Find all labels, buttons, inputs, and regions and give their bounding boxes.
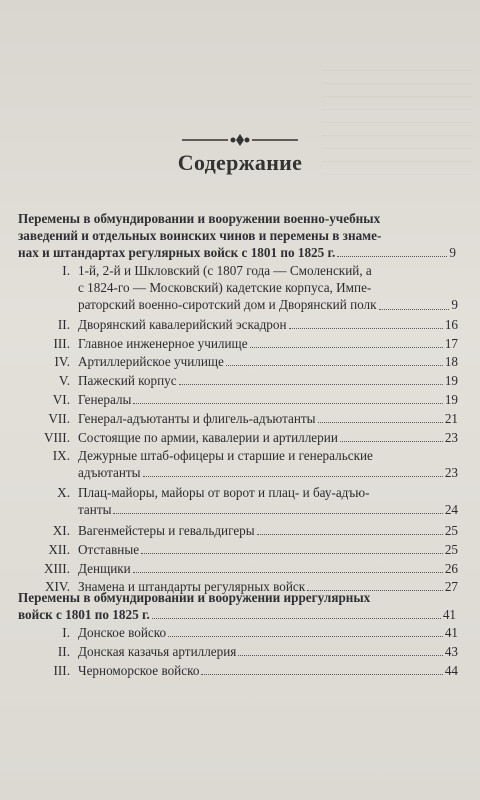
entry-number: I. bbox=[62, 625, 70, 640]
page-number: 21 bbox=[444, 411, 458, 426]
entry-body bbox=[78, 429, 458, 446]
entry-title: Вагенмейстеры и гевальдигеры bbox=[78, 523, 255, 538]
entry-body bbox=[78, 391, 458, 408]
page-number: 41 bbox=[444, 625, 458, 640]
entry-line: 1-й, 2-й и Шкловский (с 1807 года — Смоленский, а bbox=[78, 263, 372, 278]
entry-body bbox=[78, 560, 458, 577]
entry-body bbox=[78, 372, 458, 389]
entry-title: Главное инженерное училище bbox=[78, 336, 248, 351]
entry-number: XII. bbox=[48, 542, 70, 557]
entry-body bbox=[78, 624, 458, 641]
dot-leader bbox=[179, 384, 443, 385]
entry-body bbox=[78, 262, 458, 314]
page-number: 16 bbox=[444, 317, 458, 332]
entry-title: Денщики bbox=[78, 561, 131, 576]
entry-body bbox=[78, 316, 458, 333]
page-number: 23 bbox=[444, 430, 458, 445]
entry-body bbox=[78, 522, 458, 539]
entry-number: IX. bbox=[52, 448, 70, 463]
entry-title: Состоящие по армии, кавалерии и артиллерии bbox=[78, 430, 338, 445]
entry-body bbox=[78, 484, 458, 518]
entry-title: Генералы bbox=[78, 392, 132, 407]
entry-number: VI. bbox=[52, 392, 70, 407]
section-heading-line: Перемены в обмундировании и вооружении иррегулярных bbox=[18, 590, 371, 605]
dot-leader bbox=[133, 572, 443, 573]
dot-leader bbox=[141, 553, 443, 554]
entry-number: II. bbox=[57, 644, 70, 659]
entry-number: XIV. bbox=[44, 579, 70, 594]
entry-title: Донская казачья артиллерия bbox=[78, 644, 237, 659]
section-heading-2 bbox=[18, 589, 456, 623]
dot-leader bbox=[226, 365, 443, 366]
entry-number: XIII. bbox=[44, 561, 70, 576]
entry-title: танты bbox=[78, 502, 112, 518]
entry-title: Донское войско bbox=[78, 625, 167, 640]
entry-title: Знамена и штандарты регулярных войск bbox=[78, 579, 306, 594]
entry-number: VII. bbox=[48, 411, 70, 426]
dot-leader bbox=[337, 256, 447, 257]
entry-body bbox=[78, 335, 458, 352]
dot-leader bbox=[318, 422, 443, 423]
dot-leader bbox=[250, 347, 443, 348]
page-title: Содержание bbox=[177, 150, 303, 175]
entry-number: III. bbox=[53, 336, 70, 351]
page-number: 19 bbox=[444, 373, 458, 388]
entry-number: I. bbox=[62, 263, 70, 278]
page-number: 43 bbox=[444, 644, 458, 659]
ornament-divider bbox=[180, 133, 300, 147]
entry-number: IV. bbox=[54, 354, 70, 369]
entry-body bbox=[78, 643, 458, 660]
dot-leader bbox=[340, 441, 443, 442]
dot-leader bbox=[379, 309, 450, 310]
entry-number: VIII. bbox=[44, 430, 70, 445]
entry-title: Дворянский кавалерийский эскадрон bbox=[78, 317, 287, 332]
entry-number: III. bbox=[53, 663, 70, 678]
page-number: 25 bbox=[444, 542, 458, 557]
entry-title: Отставные bbox=[78, 542, 140, 557]
entry-title: адъютанты bbox=[78, 465, 141, 481]
dot-leader bbox=[201, 674, 442, 675]
page-number: 44 bbox=[444, 663, 458, 678]
section-heading-line: нах и штандартах регулярных войск с 1801 по 1825 г. bbox=[18, 245, 336, 260]
entry-title: Артиллерийское училище bbox=[78, 354, 224, 369]
entry-line: Плац-майоры, майоры от ворот и плац- и бау-адъю- bbox=[78, 485, 370, 500]
dot-leader bbox=[113, 513, 442, 514]
page-number: 41 bbox=[442, 607, 456, 622]
entry-number: II. bbox=[57, 317, 70, 332]
entry-body bbox=[78, 662, 458, 679]
section-heading-line: войск с 1801 по 1825 г. bbox=[18, 607, 150, 622]
page-number: 23 bbox=[444, 465, 458, 481]
entry-body bbox=[78, 447, 458, 481]
page-number: 19 bbox=[444, 392, 458, 407]
page-number: 25 bbox=[444, 523, 458, 538]
page-number: 9 bbox=[451, 297, 458, 313]
entry-body bbox=[78, 353, 458, 370]
dot-leader bbox=[238, 655, 442, 656]
entry-number: V. bbox=[58, 373, 70, 388]
entry-line: Дежурные штаб-офицеры и старшие и генеральские bbox=[78, 448, 373, 463]
page-number: 18 bbox=[444, 354, 458, 369]
page-number: 26 bbox=[444, 561, 458, 576]
entry-title: раторский военно-сиротский дом и Дворянский полк bbox=[78, 297, 377, 313]
entry-number: XI. bbox=[52, 523, 70, 538]
entry-title: Пажеский корпус bbox=[78, 373, 177, 388]
page-number: 27 bbox=[444, 579, 458, 594]
dot-leader bbox=[257, 534, 443, 535]
entry-title: Генерал-адъютанты и флигель-адъютанты bbox=[78, 411, 316, 426]
section-heading-line: заведений и отдельных воинских чинов и перемены в знаме- bbox=[18, 228, 382, 243]
dot-leader bbox=[168, 636, 443, 637]
page-number: 24 bbox=[444, 502, 458, 518]
page-number: 17 bbox=[444, 336, 458, 351]
entry-body bbox=[78, 410, 458, 427]
dot-leader bbox=[133, 403, 442, 404]
dot-leader bbox=[143, 476, 443, 477]
entry-title: Черноморское войско bbox=[78, 663, 200, 678]
page-number: 9 bbox=[449, 245, 456, 260]
dot-leader bbox=[289, 328, 443, 329]
dot-leader bbox=[152, 618, 441, 619]
entry-number: X. bbox=[57, 485, 70, 500]
section-heading-line: Перемены в обмундировании и вооружении военно-учебных bbox=[18, 211, 381, 226]
entry-line: с 1824-го — Московский) кадетские корпуса, Импе- bbox=[78, 280, 372, 296]
entry-body bbox=[78, 541, 458, 558]
section-heading-1 bbox=[18, 210, 456, 261]
